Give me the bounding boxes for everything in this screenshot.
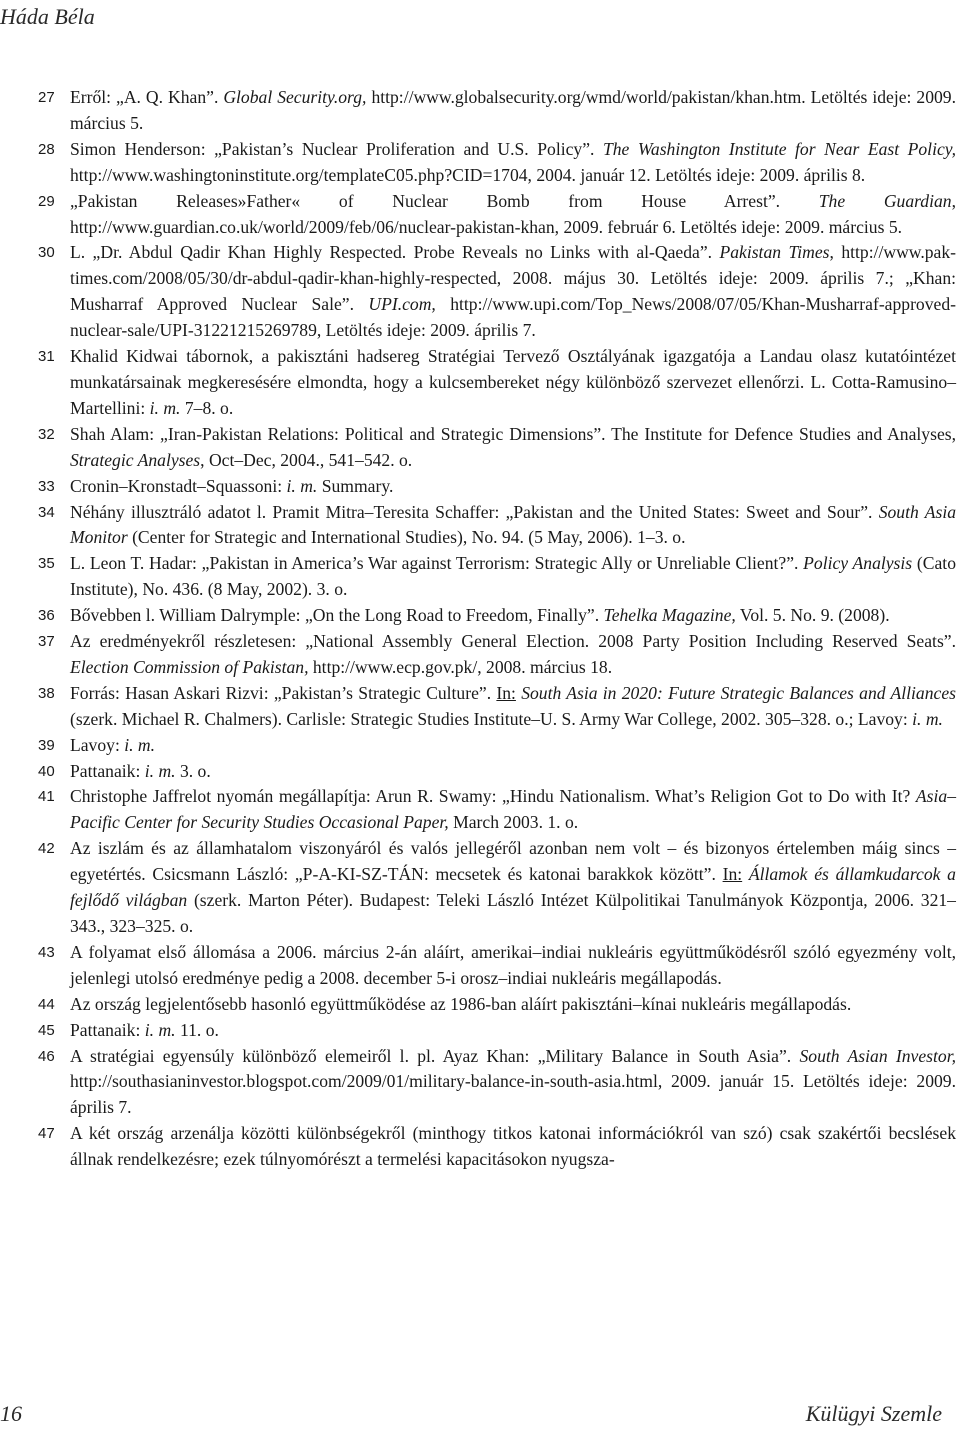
footnote-text: [70, 1046, 956, 1118]
footnote-37: [38, 629, 956, 681]
text-run: Az ország legjelentősebb hasonló együttműködése az 1986-ban aláírt pakisztáni–kínai nukleáris megállapodás.: [70, 993, 852, 1014]
footnote-number: 44: [38, 995, 55, 1013]
footnote-33: [38, 474, 956, 500]
footnote-number: 40: [38, 762, 55, 780]
italic-text: i. m.: [144, 760, 176, 781]
text-run: L. „Dr. Abdul Qadir Khan Highly Respected. Probe Reveals no Links with al-Qaeda”.: [70, 242, 720, 263]
footnote-text: [70, 735, 155, 755]
footnote-38: [38, 681, 956, 733]
footnote-text: [70, 1123, 956, 1169]
italic-text: Tehelka Magazine,: [603, 605, 736, 626]
footnote-32: [38, 422, 956, 474]
footnote-number: 29: [38, 192, 55, 210]
footnote-text: [70, 424, 956, 470]
footnote-text: [70, 786, 956, 832]
text-run: A két ország arzenálja közötti különbségekről (minthogy titkos katonai információkról van szó) csak szakértői becslések állnak rendelkezésre; ezek túlnyomórészt a termelési kapacitásokon nyugsza-: [70, 1123, 956, 1170]
text-run: Summary.: [317, 475, 394, 496]
footnote-41: [38, 784, 956, 836]
footnote-number: 42: [38, 840, 55, 858]
text-run: March 2003. 1. o.: [448, 812, 579, 833]
text-run: http://www.ecp.gov.pk/, 2008. március 18.: [308, 656, 613, 677]
footnote-number: 41: [38, 788, 55, 806]
text-run: Az eredményekről részletesen: „National Assembly General Election. 2008 Party Position Including Reserved Seats”.: [70, 631, 956, 652]
text-run: A folyamat első állomása a 2006. március 2-án aláírt, amerikai–indiai nukleáris együttműködésről szóló egyezmény volt, jelenlegi utolsó eredménye pedig a 2008. december 5-i orosz–indiai nukleáris megállapodás.: [70, 941, 956, 988]
text-run: http://southasianinvestor.blogspot.com/2009/01/military-balance-in-south-asia.html, 2009. január 15. Letöltés ideje: 2009. április 7.: [70, 1071, 956, 1118]
footnote-36: [38, 603, 956, 629]
journal-name: Külügyi Szemle: [805, 1401, 942, 1426]
italic-text: Államok és államkudarcok a fejlődő világban: [70, 864, 956, 911]
footnote-text: [70, 139, 956, 185]
text-run: (szerk. Michael R. Chalmers). Carlisle: Strategic Studies Institute–U. S. Army War College, 2002. 305–328. o.; Lavoy:: [70, 708, 913, 729]
text-run: Forrás: Hasan Askari Rizvi: „Pakistan’s Strategic Culture”.: [70, 682, 497, 703]
text-run: (Cato Institute), No. 436. (8 May, 2002). 3. o.: [70, 553, 956, 600]
footnote-text: [70, 553, 956, 599]
footnote-39: [38, 733, 956, 759]
italic-text: i. m.: [124, 734, 156, 755]
footnote-text: [70, 683, 956, 729]
underlined-text: In:: [496, 682, 516, 703]
footnote-number: 32: [38, 425, 55, 443]
footnote-number: 43: [38, 943, 55, 961]
footnote-text: [70, 761, 211, 781]
footnote-46: [38, 1044, 956, 1122]
footnote-text: [70, 242, 956, 340]
text-run: Lavoy:: [70, 734, 125, 755]
text-run: http://www.washingtoninstitute.org/templateC05.php?CID=1704, 2004. január 12. Letöltés ideje: 2009. április 8.: [70, 164, 866, 185]
text-run: Vol. 5. No. 9. (2008).: [735, 605, 890, 626]
footnote-43: [38, 940, 956, 992]
italic-text: South Asian Investor,: [799, 1045, 956, 1066]
footnote-text: [70, 942, 956, 988]
footnote-number: 33: [38, 477, 55, 495]
italic-text: i. m.: [144, 1019, 176, 1040]
text-run: Simon Henderson: „Pakistan’s Nuclear Proliferation and U.S. Policy”.: [70, 138, 603, 159]
text-run: , http://www.pak-times.com/2008/05/30/dr-abdul-qadir-khan-highly-respected, 2008. május 30. Letöltés ideje: 2009. április 7.; „Khan: Musharraf Approved Nuclear Sale”.: [70, 242, 956, 315]
italic-text: South Asia Monitor: [70, 501, 957, 548]
underlined-text: In:: [722, 864, 743, 885]
text-run: L. Leon T. Hadar: „Pakistan in America’s War against Terrorism: Strategic Ally or Unreliable Client?”.: [70, 553, 804, 574]
footnote-28: [38, 137, 956, 189]
text-run: Néhány illusztráló adatot l. Pramit Mitra–Teresita Schaffer: „Pakistan and the United States: Sweet and Sour”.: [70, 501, 879, 522]
running-header-author: Háda Béla: [0, 4, 95, 29]
italic-text: Pakistan Times: [719, 242, 830, 263]
italic-text: i. m.: [149, 397, 181, 418]
footnote-text: [70, 631, 956, 677]
footnote-number: 46: [38, 1047, 55, 1065]
text-run: Pattanaik:: [70, 1019, 145, 1040]
footnote-number: 38: [38, 684, 55, 702]
text-run: Christophe Jaffrelot nyomán megállapítja: Arun R. Swamy: „Hindu Nationalism. What’s Religion Got to Do with It?: [70, 786, 916, 807]
footnote-number: 28: [38, 140, 55, 158]
text-run: 7–8. o.: [180, 397, 234, 418]
footnote-27: [38, 85, 956, 137]
footnote-44: [38, 992, 956, 1018]
footnote-40: [38, 759, 956, 785]
footnote-number: 36: [38, 607, 55, 625]
footnote-31: [38, 344, 956, 422]
italic-text: i. m.: [286, 475, 318, 496]
text-run: (szerk. Marton Péter). Budapest: Teleki László Intézet Külpolitikai Tanulmányok Központja, 2006. 321–343., 323–325. o.: [70, 890, 956, 936]
italic-text: Strategic Analyses: [70, 449, 201, 470]
footnote-number: 34: [38, 503, 55, 521]
footnote-text: [70, 994, 851, 1014]
text-run: 11. o.: [175, 1019, 219, 1040]
footnote-45: [38, 1018, 956, 1044]
footnote-47: [38, 1121, 956, 1173]
footnote-42: [38, 836, 956, 940]
italic-text: UPI.com,: [368, 294, 436, 315]
text-run: 3. o.: [175, 760, 211, 781]
page-number: 16: [0, 1401, 22, 1426]
text-run: (Center for Strategic and International Studies), No. 94. (5 May, 2006). 1–3. o.: [127, 527, 686, 548]
footnote-text: [70, 87, 956, 133]
footnote-number: 35: [38, 555, 55, 573]
text-run: Cronin–Kronstadt–Squassoni:: [70, 475, 287, 496]
footnote-text: [70, 838, 956, 936]
italic-text: Asia–Pacific Center for Security Studies Occasional Paper,: [70, 786, 956, 833]
footnote-number: 45: [38, 1021, 55, 1039]
italic-text: The Guardian: [818, 190, 952, 211]
footnote-35: [38, 551, 956, 603]
text-run: http://www.upi.com/Top_News/2008/07/05/Khan-Musharraf-approved-nuclear-sale/UPI-31221215269789, Letöltés ideje: 2009. április 7.: [70, 294, 956, 341]
text-run: Pattanaik:: [70, 760, 145, 781]
italic-text: The Washington Institute for Near East Policy,: [602, 138, 957, 159]
footnote-number: 31: [38, 348, 55, 366]
text-run: , http://www.guardian.co.uk/world/2009/feb/06/nuclear-pakistan-khan, 2009. február 6. Letöltés ideje: 2009. március 5.: [70, 190, 956, 237]
footnote-text: [70, 502, 956, 548]
text-run: „Pakistan Releases»Father« of Nuclear Bomb from House Arrest”.: [70, 190, 819, 211]
footnote-text: [70, 1020, 219, 1040]
footnotes-list: [38, 85, 956, 1173]
italic-text: South Asia in 2020: Future Strategic Balances and Alliances: [521, 682, 956, 703]
text-run: Khalid Kidwai tábornok, a pakisztáni hadsereg Stratégiai Tervező Osztályának igazgatója a Landau olasz kutatóintézet munkatársainak megkeresésére elmondta, hogy a kulcsembereket négy különböző szervezet ellenőrzi. L. Cotta-Ramusino–Martellini:: [70, 346, 956, 418]
footnote-number: 37: [38, 633, 55, 651]
text-run: Shah Alam: „Iran-Pakistan Relations: Political and Strategic Dimensions”. The Institute for Defence Studies and Analyses,: [70, 423, 956, 444]
text-run: Bővebben l. William Dalrymple: „On the Long Road to Freedom, Finally”.: [70, 605, 604, 626]
footnote-text: [70, 605, 890, 625]
italic-text: Global Security.org,: [223, 87, 367, 107]
italic-text: i. m.: [912, 708, 943, 729]
text-run: [742, 864, 749, 884]
text-run: A stratégiai egyensúly különböző elemeiről l. pl. Ayaz Khan: „Military Balance in South Asia”.: [70, 1045, 800, 1066]
footnote-text: [70, 191, 956, 237]
footnote-34: [38, 500, 956, 552]
text-run: , Oct–Dec, 2004., 541–542. o.: [200, 449, 413, 470]
footnote-text: [70, 476, 393, 496]
text-run: Erről: „A. Q. Khan”.: [70, 87, 224, 107]
footnote-number: 30: [38, 244, 55, 262]
footnote-number: 39: [38, 736, 55, 754]
footnote-number: 47: [38, 1125, 55, 1143]
text-run: Az iszlám és az államhatalom viszonyáról és valós jellegéről azonban nem volt – és bizonyos értelemben máig sincs – egyetértés. Csicsmann László: „P-A-KI-SZ-TÁN: mecsetek és katonai barakkok között”.: [70, 838, 956, 885]
italic-text: Policy Analysis: [803, 553, 913, 574]
footnote-30: [38, 240, 956, 344]
footnote-29: [38, 189, 956, 241]
footnote-number: 27: [38, 89, 55, 106]
text-run: http://www.globalsecurity.org/wmd/world/pakistan/khan.htm. Letöltés ideje: 2009. március 5.: [70, 87, 956, 133]
italic-text: Election Commission of Pakistan,: [70, 656, 309, 677]
footnote-text: [70, 346, 956, 418]
